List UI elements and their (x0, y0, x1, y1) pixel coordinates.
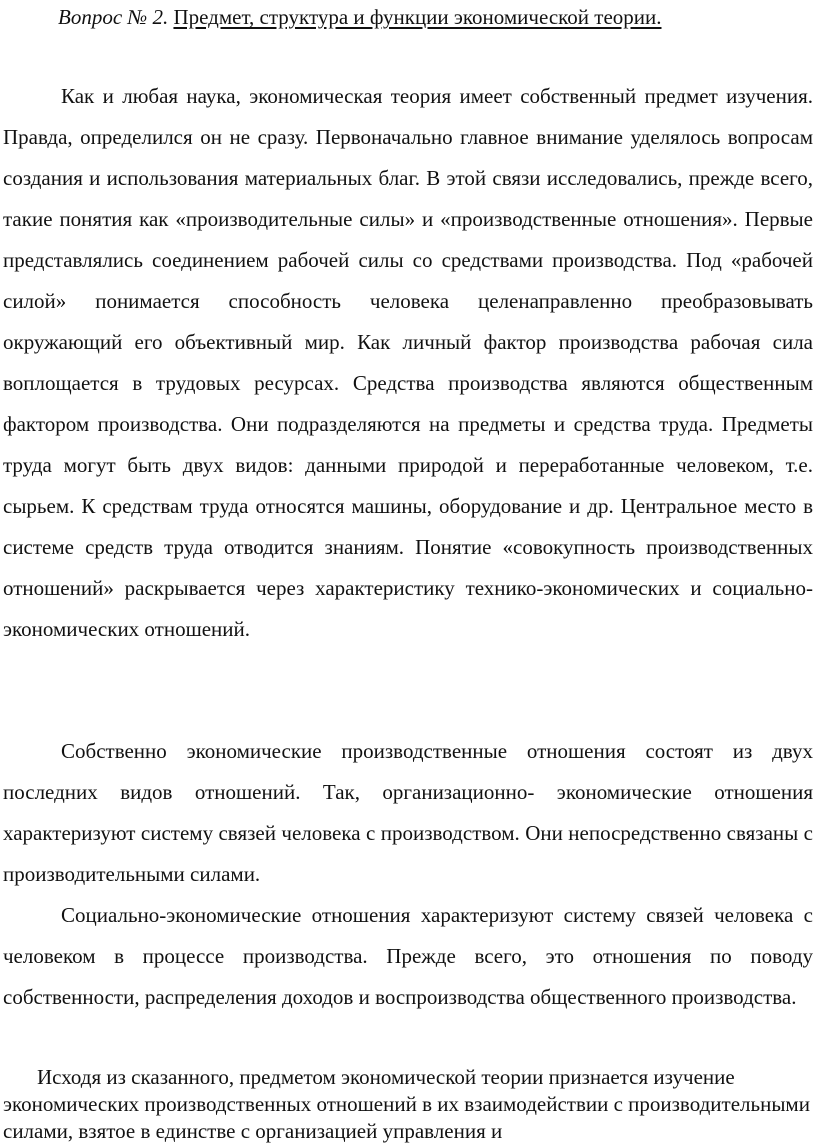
paragraph-socio-economic-relations: Социально-экономические отношения характеризуют систему связей человека с человеком в процессе производства. Прежде всего, это отношения по поводу собственности, распределения доходов и воспроизводства общественного производства. (3, 903, 813, 1009)
question-title: Предмет, структура и функции экономической теории. (173, 5, 662, 29)
paragraph-economic-relations: Собственно экономические производственные отношения состоят из двух последних видов отношений. Так, организационно- экономические отношения характеризуют систему связей человека с производством. Они непосредственно связаны с производительными силами. (3, 739, 813, 886)
question-heading (58, 2, 662, 32)
paragraph-subject-of-study: Как и любая наука, экономическая теория имеет собственный предмет изучения. Правда, определился он не сразу. Первоначально главное внимание уделялось вопросам создания и использования материальных благ. В этой связи исследовались, прежде всего, такие понятия как «производительные силы» и «производственные отношения». Первые представлялись соединением рабочей силы со средствами производства. Под «рабочей силой» понимается способность человека целенаправленно преобразовывать окружающий его объективный мир. Как личный фактор производства рабочая сила воплощается в трудовых ресурсах. Средства производства являются общественным фактором производства. Они подразделяются на предметы и средства труда. Предметы труда могут быть двух видов: данными природой и переработанные человеком, т.е. сырьем. К средствам труда относятся машины, оборудование и др. Центральное место в системе средств труда отводится знаниям. Понятие «совокупность производственных отношений» раскрывается через характеристику технико-экономических и социально-экономических отношений. (3, 84, 813, 641)
paragraph-conclusion: Исходя из сказанного, предметом экономической теории признается изучение экономических производственных отношений в их взаимодействии с производительными силами, взятое в единстве с организацией управления и (3, 1065, 810, 1143)
question-number: Вопрос № 2. (58, 5, 169, 29)
